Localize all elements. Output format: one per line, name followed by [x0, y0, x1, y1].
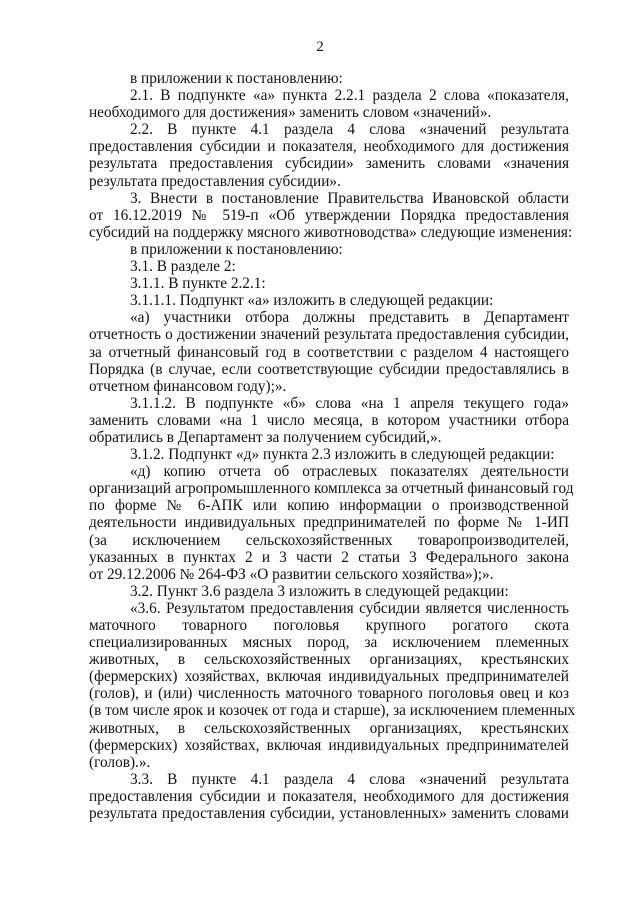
text-line: специализированных мясных пород, за исключением племенных	[89, 634, 569, 652]
text-line: заменить словами «на 1 число месяца, в котором участники отбора	[89, 411, 569, 429]
text-line: (голов), и (или) численность маточного товарного поголовья овец и коз	[89, 685, 569, 703]
text-line: указанных в пунктах 2 и 3 части 2 статьи 3 Федерального закона	[89, 548, 569, 566]
page-number: 2	[316, 39, 324, 55]
text-line: Порядка (в случае, если соответствующие субсидии предоставлялись в	[89, 360, 569, 378]
text-line: животных, в сельскохозяйственных организациях, крестьянских	[89, 651, 569, 669]
text-line: 3.1.1.1. Подпункт «а» изложить в следующей редакции:	[130, 292, 494, 310]
text-line: организаций агропромышленного комплекса за отчетный финансовый год	[89, 480, 574, 498]
text-line: (фермерских) хозяйствах, включая индивидуальных предпринимателей	[89, 668, 569, 686]
text-line: результата предоставления субсидии, установленных» заменить словами	[89, 805, 569, 823]
text-line: обратились в Департамент за получением субсидий,».	[89, 428, 442, 446]
text-line: 2.1. В подпункте «а» пункта 2.2.1 раздела 2 слова «показателя,	[130, 87, 569, 105]
text-line: маточного товарного поголовья крупного рогатого скота	[89, 617, 569, 634]
text-line: «3.6. Результатом предоставления субсидии является численность	[130, 599, 569, 617]
text-line: 3.1.1. В пункте 2.2.1:	[130, 275, 266, 293]
text-line: 2.2. В пункте 4.1 раздела 4 слова «значений результата	[130, 121, 569, 139]
text-line: 3.2. Пункт 3.6 раздела 3 изложить в следующей редакции:	[130, 582, 509, 600]
text-line: «а) участники отбора должны представить в Департамент	[130, 309, 569, 327]
text-line: отчетность о достижении значений результата предоставления субсидии,	[89, 326, 569, 344]
text-line: по форме № 6-АПК или копию информации о производственной	[89, 497, 569, 515]
text-line: результата предоставления субсидии».	[89, 172, 341, 190]
text-line: в приложении к постановлению:	[130, 70, 343, 87]
text-line: (голов).».	[89, 753, 151, 771]
text-line: 3.1.2. Подпункт «д» пункта 2.3 изложить в следующей редакции:	[130, 446, 555, 464]
text-line: от 29.12.2006 № 264-ФЗ «О развитии сельского хозяйства»);».	[89, 565, 494, 583]
text-line: от 16.12.2019 № 519-п «Об утверждении Порядка предоставления	[89, 206, 569, 224]
text-line: 3.1. В разделе 2:	[130, 258, 236, 276]
text-line: предоставления субсидии и показателя, необходимого для достижения	[89, 138, 569, 156]
text-line: 3.3. В пункте 4.1 раздела 4 слова «значений результата	[130, 770, 569, 788]
text-line: за отчетный финансовый год в соответствии с разделом 4 настоящего	[89, 343, 569, 361]
text-line: (фермерских) хозяйствах, включая индивидуальных предпринимателей	[89, 736, 569, 754]
text-line: предоставления субсидии и показателя, необходимого для достижения	[89, 787, 569, 805]
text-line: деятельности индивидуальных предпринимателей по форме № 1-ИП	[89, 514, 569, 532]
text-line: в приложении к постановлению:	[130, 240, 343, 258]
text-line: (в том числе ярок и козочек от года и старше), за исключением племенных	[89, 702, 576, 720]
text-line: субсидий на поддержку мясного животноводства» следующие изменения:	[89, 223, 573, 241]
text-line: результата предоставления субсидии» заменить словами «значения	[89, 155, 569, 173]
text-line: «д) копию отчета об отраслевых показателях деятельности	[130, 463, 569, 481]
text-line: (за исключением сельскохозяйственных товаропроизводителей,	[89, 531, 569, 549]
document-body	[89, 70, 576, 823]
text-line: 3. Внести в постановление Правительства Ивановской области	[130, 189, 569, 207]
text-line: необходимого для достижения» заменить словом «значений».	[89, 104, 492, 122]
text-line: животных, в сельскохозяйственных организациях, крестьянских	[89, 719, 569, 737]
text-line: отчетном финансовом году);».	[89, 377, 287, 395]
text-line: 3.1.1.2. В подпункте «б» слова «на 1 апреля текущего года»	[130, 394, 569, 412]
